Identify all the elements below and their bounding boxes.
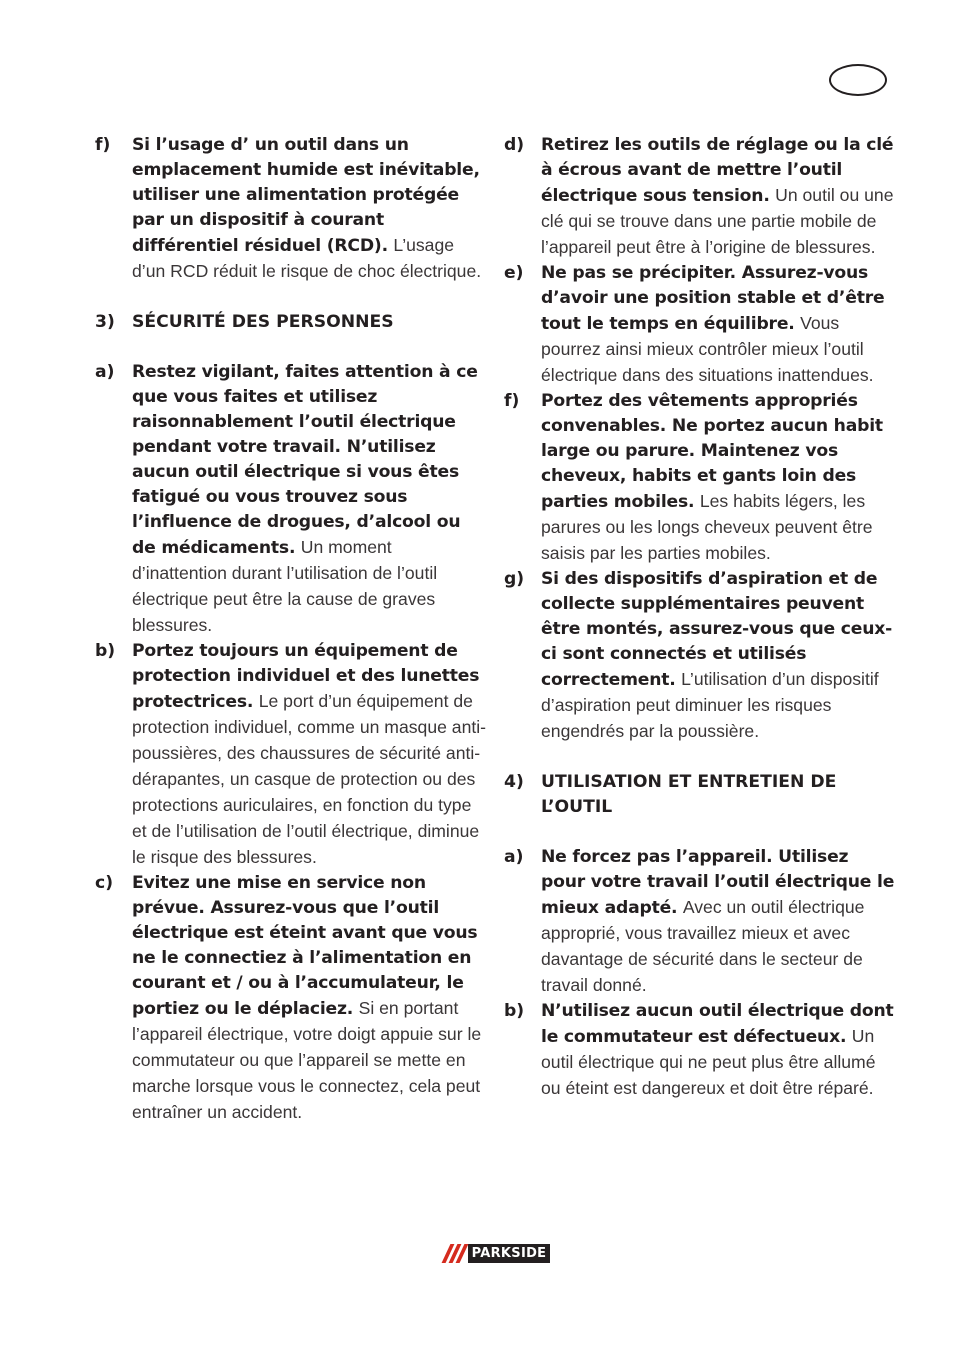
instruction-b-right [504,999,897,1102]
instruction-f-right [504,389,897,567]
item-marker: f) [504,391,520,411]
instruction-bold: Evitez une mise en service non prévue. Assurez-vous que l’outil électrique est éteint avant que vous ne le connectiez à l’alimentation en courant et / ou à l’accumulateur, le portiez ou le déplaciez. [132,873,478,1019]
instruction-bold: Restez vigilant, faites attention à ce que vous faites et utilisez raisonnablement l’outil électrique pendant votre travail. N’utilisez aucun outil électrique si vous êtes fatigué ou vous trouvez sous l’influence de drogues, d’alcool ou de médicaments. [132,362,478,558]
instruction-bold: Si l’usage d’ un outil dans un emplacement humide est inévitable, utiliser une alimentation protégée par un dispositif à courant différentiel résiduel (RCD). [132,135,480,256]
section-number: 3) [95,312,115,332]
item-marker: f) [95,135,111,155]
left-column [95,133,488,1126]
language-badge [829,64,887,96]
logo-slashes-icon [440,1244,468,1263]
instruction-bold: Retirez les outils de réglage ou la clé à écrous avant de mettre l’outil électrique sous tension. [541,135,894,206]
instruction-a-right [504,845,897,999]
instruction-d-right [504,133,897,261]
instruction-f-left [95,133,488,285]
instruction-bold: N’utilisez aucun outil électrique dont le commutateur est défectueux. [541,1001,894,1047]
instruction-text: L’utilisation d’un dispositif d’aspiration peut diminuer les risques engendrés par la poussière. [541,669,879,741]
instruction-text: L’usage d’un RCD réduit le risque de choc électrique. [132,235,482,281]
instruction-bold: Si des dispositifs d’aspiration et de collecte supplémentaires peuvent être montés, assurez-vous que ceux-ci sont connectés et utilisés correctement. [541,569,893,690]
instruction-text: Un outil électrique qui ne peut plus être allumé ou éteint est dangereux et doit être réparé. [541,1026,876,1098]
instruction-text: Avec un outil électrique approprié, vous travaillez mieux et avec davantage de sécurité dans le secteur de travail donné. [541,897,865,995]
instruction-bold: Ne pas se précipiter. Assurez-vous d’avoir une position stable et d’être tout le temps en équilibre. [541,263,885,334]
right-column [504,133,897,1102]
item-marker: c) [95,873,114,893]
instruction-bold: Portez des vêtements appropriés convenables. Ne portez aucun habit large ou parure. Maintenez vos cheveux, habits et gants loin des parties mobiles. [541,391,883,512]
section-title: SÉCURITÉ DES PERSONNES [132,312,394,332]
instruction-text: Un moment d’inattention durant l’utilisation de l’outil électrique peut être la cause de graves blessures. [132,537,438,635]
instruction-g-right [504,567,897,745]
instruction-text: Vous pourrez ainsi mieux contrôler mieux l’outil électrique dans des situations inattendues. [541,313,874,385]
instruction-a-left [95,360,488,639]
item-marker: b) [504,1001,525,1021]
item-marker: b) [95,641,116,661]
section-number: 4) [504,772,524,792]
instruction-b-left [95,639,488,871]
section-heading-3 [95,310,488,335]
instruction-text: Un outil ou une clé qui se trouve dans une partie mobile de l’appareil peut être à l’origine de blessures. [541,185,894,257]
item-marker: a) [95,362,115,382]
instruction-bold: Ne forcez pas l’appareil. Utilisez pour votre travail l’outil électrique le mieux adapté. [541,847,895,918]
parkside-logo [440,1244,550,1263]
item-marker: d) [504,135,525,155]
section-title: UTILISATION ET ENTRETIEN DE L’OUTIL [541,772,837,817]
instruction-e-right [504,261,897,389]
logo-text: PARKSIDE [471,1246,547,1261]
instruction-c-left [95,871,488,1126]
item-marker: a) [504,847,524,867]
item-marker: g) [504,569,525,589]
instruction-text: Les habits légers, les parures ou les longs cheveux peuvent être saisis par les parties mobiles. [541,491,873,563]
section-heading-4 [504,770,897,820]
instruction-text: Si en portant l’appareil électrique, votre doigt appuie sur le commutateur ou que l’appareil se mette en marche lorsque vous le connectez, cela peut entraîner un accident. [132,998,482,1122]
instruction-bold: Portez toujours un équipement de protection individuel et des lunettes protectrices. [132,641,480,712]
instruction-text: Le port d’un équipement de protection individuel, comme un masque anti-poussières, des chaussures de sécurité anti-dérapantes, un casque de protection ou des protections auriculaires, en fonction du type et de l’utilisation de l’outil électrique, diminue le risque des blessures. [132,691,487,867]
item-marker: e) [504,263,524,283]
